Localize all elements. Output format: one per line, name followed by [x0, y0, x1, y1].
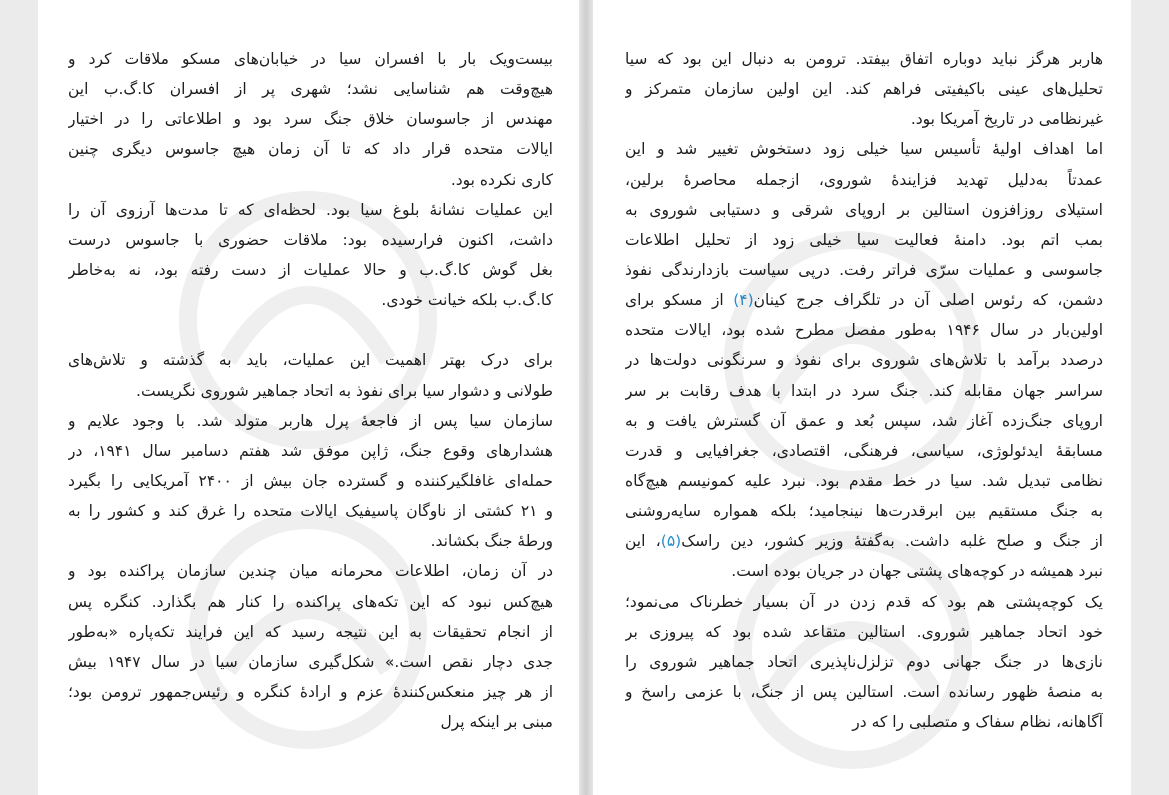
text-line-with-footnote-ref: از جنگ و صلح غلبه داشت. به‌گفتهٔ وزیر کشور، دین راسک(۵)، این [625, 532, 1103, 551]
paragraph [68, 195, 553, 316]
paragraph [625, 587, 1103, 738]
text-line: مبنی بر اینکه پرل [440, 713, 553, 732]
text-line: درصدد برآمد با تلاش‌های شوروی برای نفوذ و سرنگونی دولت‌ها در [625, 351, 1103, 370]
text-line: ایالات متحده قرار داد که تا آن زمان هیچ جاسوس دیگری چنین [68, 140, 553, 159]
text-line: هیچ‌وقت هم شناسایی نشد؛ شهری پر از افسران کا.گ.ب این [68, 80, 553, 99]
text-line: کا.گ.ب بلکه خیانت خودی. [381, 291, 553, 310]
text-line: برای درک بهتر اهمیت این عملیات، باید به گذشته و تلاش‌های [68, 351, 553, 370]
footnote-reference[interactable]: (۴) [733, 291, 754, 310]
left-page-text [68, 44, 553, 737]
book-spine [579, 0, 593, 795]
text-line: از هر چیز منعکس‌کنندهٔ عزم و ارادهٔ کنگره و رئیس‌جمهور ترومن بود؛ [68, 682, 553, 701]
text-line: اروپای جنگ‌زده آغاز شد، سپس بُعد و عمق آن گسترش یافت و به [625, 411, 1103, 430]
text-line: اولین‌بار در سال ۱۹۴۶ به‌طور مفصل مطرح شده بود، ایالات متحده [625, 321, 1103, 340]
text-line: خود اتحاد جماهیر شوروی. استالین متقاعد شده بود که پیروزی بر [625, 622, 1103, 641]
text-line: بمب اتم بود. دامنهٔ فعالیت سیا خیلی زود از تحلیل اطلاعات [625, 230, 1103, 249]
text-line: از انجام تحقیقات به این نتیجه رسید که این فرایند تکه‌پاره «به‌طور [68, 622, 553, 641]
text-line: حمله‌ای غافلگیرکننده و گسترده جان بیش از ۲۴۰۰ آمریکایی را بگیرد [68, 471, 553, 490]
text-line: غیرنظامی در تاریخ آمریکا بود. [910, 110, 1103, 129]
text-line: جاسوسی و عملیات سرّی فراتر رفت. درپی سیاست بازدارندگی نفوذ [625, 260, 1103, 279]
text-line: به جنگ مستقیم بین ابرقدرت‌ها نینجامید؛ بلکه همواره سایه‌روشنی [625, 502, 1103, 521]
text-line: سازمان سیا پس از فاجعهٔ پرل هاربر متولد شد. با وجود علایم و [68, 411, 553, 430]
paragraph [625, 44, 1103, 134]
text-line-with-footnote-ref: دشمن، که رئوس اصلی آن در تلگراف جرج کینان(۴) از مسکو برای [625, 291, 1103, 310]
right-page[interactable] [593, 0, 1131, 795]
text-line: در آن زمان، اطلاعات محرمانه میان چندین سازمان پراکنده بود و [68, 562, 553, 581]
text-line: یک کوچه‌پشتی هم بود که قدم زدن در آن بسیار خطرناک می‌نمود؛ [625, 592, 1103, 611]
left-page[interactable] [38, 0, 579, 795]
text-line: بیست‌ویک بار با افسران سیا در خیابان‌های مسکو ملاقات کرد و [68, 50, 553, 68]
text-line: هاربر هرگز نباید دوباره اتفاق بیفتد. ترومن به دنبال این بود که سیا [625, 50, 1103, 68]
paragraph [68, 44, 553, 195]
text-line: داشت، اکنون فرارسیده بود: ملاقات حضوری با جاسوس درست [68, 230, 553, 249]
right-page-text [625, 44, 1103, 737]
text-line: بغل گوش کا.گ.ب و حالا عملیات از دست رفته بود، نه به‌خاطر [68, 260, 553, 279]
text-line: هیچ‌کس نبود که این تکه‌های پراکنده را کنار هم بگذارد. کنگره پس [68, 592, 553, 611]
paragraph-gap [68, 315, 553, 345]
text-line: آگاهانه، نظام سفاک و متصلبی را که در [852, 713, 1103, 732]
text-line: به منصهٔ ظهور رسانده است. استالین پس از جنگ، با عزمی راسخ و [625, 682, 1103, 701]
text-line: نبرد همیشه در کوچه‌های پشتی جهان در جریان بوده است. [731, 562, 1103, 581]
text-line: طولانی و دشوار سیا برای نفوذ به اتحاد جماهیر شوروی نگریست. [136, 381, 553, 400]
text-line: هشدارهای وقوع جنگ، ژاپن موفق شد هفتم دسامبر سال ۱۹۴۱، در [68, 441, 553, 460]
text-line: مهندس از جاسوسان خلاق جنگ سرد بود و اطلاعاتی را در اختیار [68, 110, 553, 129]
paragraph [625, 134, 1103, 586]
text-line: عمدتاً به‌دلیل تهدید فزایندهٔ شوروی، ازجمله محاصرهٔ برلین، [625, 170, 1103, 189]
paragraph [68, 406, 553, 557]
text-line: این عملیات نشانهٔ بلوغ سیا بود. لحظه‌ای که تا مدت‌ها آرزوی آن را [68, 200, 553, 219]
text-line: کاری نکرده بود. [450, 170, 553, 189]
text-line: نازی‌ها در جنگ جهانی دوم تزلزل‌ناپذیری اتحاد جماهیر شوروی را [625, 652, 1103, 671]
text-line: اما اهداف اولیهٔ تأسیس سیا خیلی زود دستخوش تغییر شد و این [625, 140, 1103, 159]
text-line: و ۲۱ کشتی از ناوگان پاسیفیک ایالات متحده را غرق کند و کشور را به [68, 502, 553, 521]
text-line: مسابقهٔ ایدئولوژی، سیاسی، فرهنگی، اقتصادی، جغرافیایی و قدرت [625, 441, 1103, 460]
text-line: ورطهٔ جنگ بکشاند. [430, 532, 553, 551]
text-line: سراسر جهان مقابله کند. جنگ سرد در ابتدا با هدف رقابت بر سر [625, 381, 1103, 400]
text-line: استیلای روزافزون استالین بر اروپای شرقی و دستیابی شوروی به [625, 200, 1103, 219]
footnote-reference[interactable]: (۵) [660, 532, 682, 551]
paragraph [68, 556, 553, 737]
right-margin [1131, 0, 1169, 795]
left-margin [0, 0, 38, 795]
text-line: تحلیل‌های عینی باکیفیتی فراهم کند. این اولین سازمان متمرکز و [625, 80, 1103, 99]
text-line: جدی دچار نقص است.» شکل‌گیری سازمان سیا در سال ۱۹۴۷ بیش [68, 652, 553, 671]
paragraph [68, 345, 553, 405]
text-line: نظامی تبدیل شد. سیا در خط مقدم بود. نبرد علیه کمونیسم هیچ‌گاه [625, 471, 1103, 490]
